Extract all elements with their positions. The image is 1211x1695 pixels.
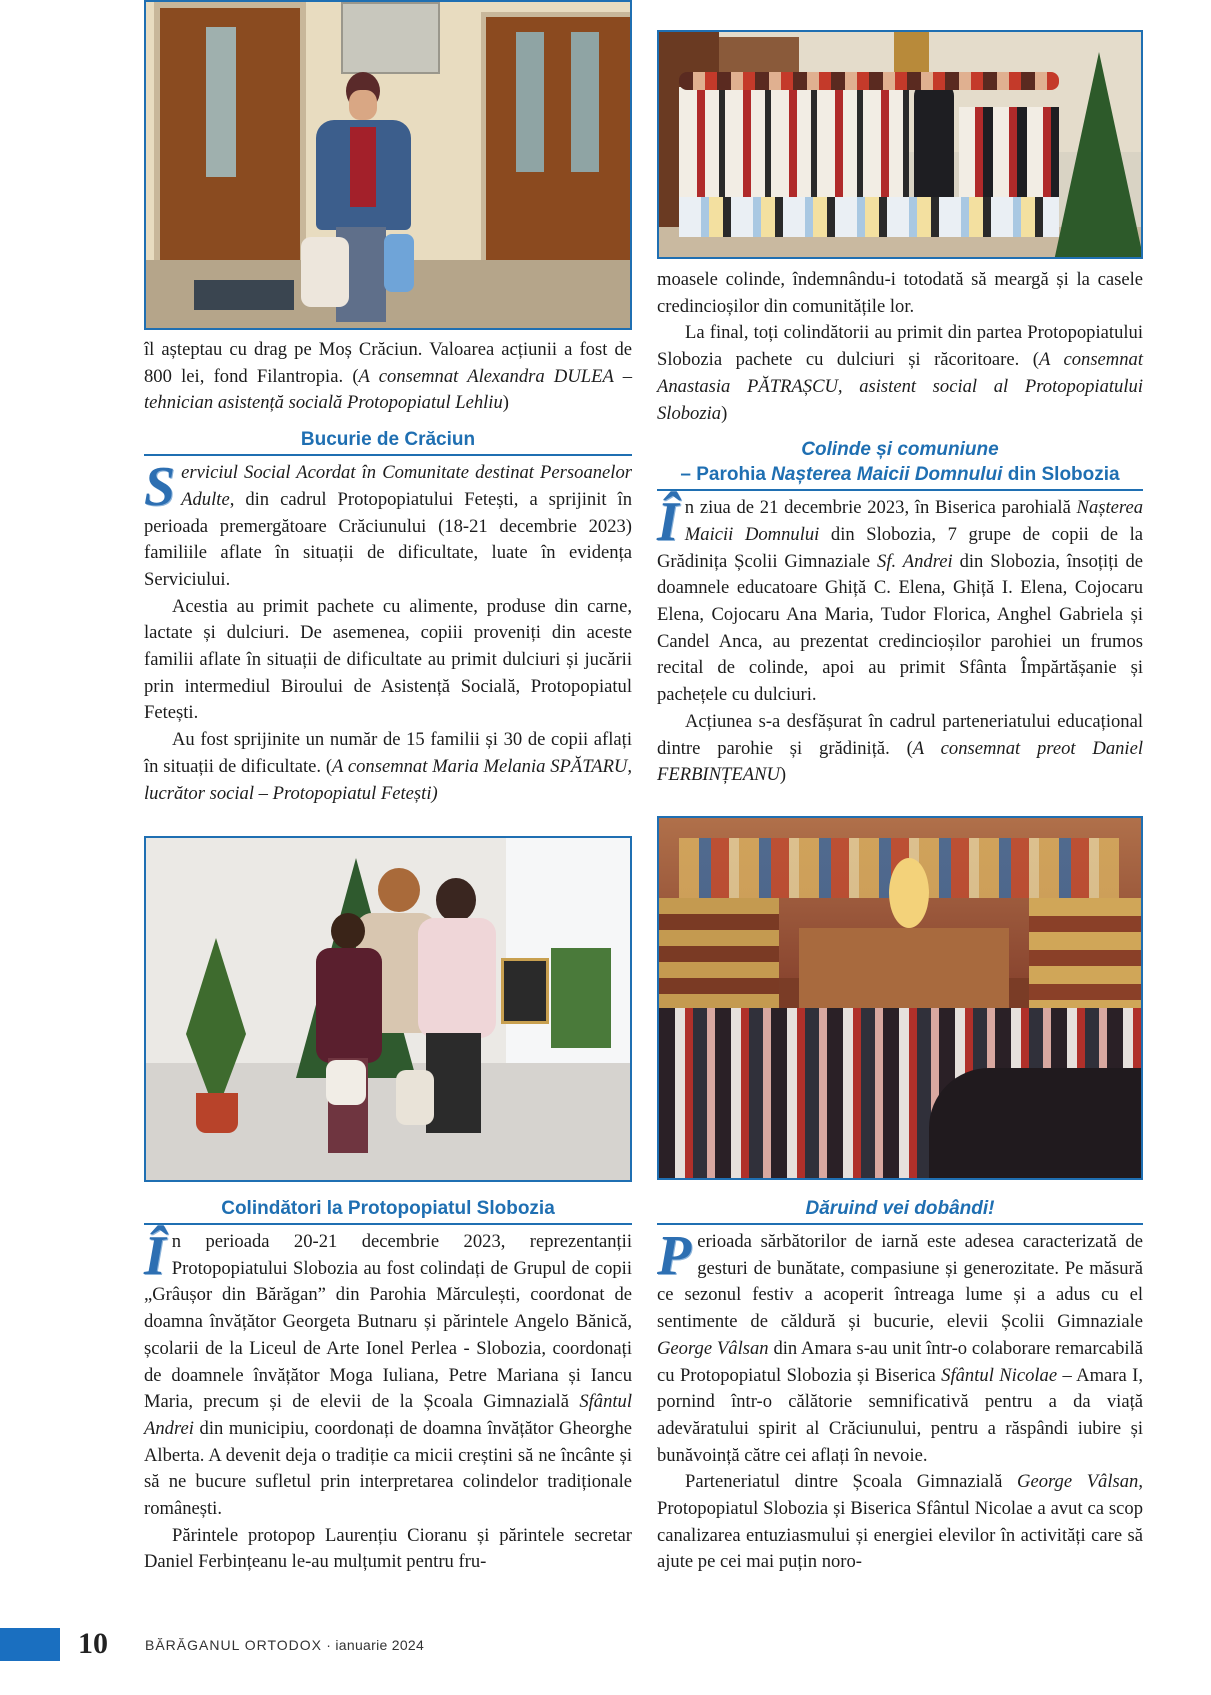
article-heading-bucurie: Bucurie de Crăciun: [300, 429, 476, 451]
right-column-top: [657, 267, 1143, 789]
photo-family-christmas-tree: [144, 836, 632, 1182]
heading-rule: [657, 1223, 1143, 1225]
article1-paragraph-2: Acestia au primit pachete cu alimente, produse din carne, lactate și dulciuri. De asemenea, copiii proveniți din aceste familii aflate în situații de dificultate au primit dulciuri și jucării prin intermediul Biroului de Asistență Socială, Protopopiatul Fetești.: [144, 595, 632, 724]
dropcap-i: Î: [144, 1225, 166, 1287]
dropcap-i: Î: [657, 491, 679, 554]
heading-rule: [144, 454, 632, 456]
article1-paragraph-3: Au fost sprijinite un număr de 15 familii și 30 de copii aflați în situații de dificultate. (A consemnat Maria Melania SPĂTARU, lucrător social – Protopopiatul Fetești): [144, 729, 632, 804]
article2-paragraph-1: În perioada 20-21 decembrie 2023, reprezentanții Protopopiatului Slobozia au fost colindați de Grupul de copii „Grâușor din Bărăgan” din Parohia Mărculești, coordonat de doamna învățător Georgeta Butnaru și părintele Angelo Bănică, școlarii de la Liceul de Arte Ionel Perlea - Slobozia, coordonați de doamnele învățător Moga Iuliana, Petre Mariana și Iancu Maria, precum și de elevii de la Școala Gimnazială Sfântul Andrei din municipiu, coordonați de doamna învățător Gheorghe Alberta. A devenit deja o tradiție ca micii creștini să ne încânte și să ne bucure sufletul prin interpretarea colindelor tradiționale românești.: [144, 1225, 632, 1520]
left-column-bottom: [144, 1196, 632, 1576]
article2-paragraph-2: Părintele protopop Laurențiu Cioranu și părintele secretar Daniel Ferbințeanu le-au mulțumit pentru fru-: [144, 1524, 632, 1573]
article3-paragraph-1: În ziua de 21 decembrie 2023, în Biserica parohială Nașterea Maicii Domnului din Slobozia, 7 grupe de copii de la Grădinița Școlii Gimnaziale Sf. Andrei din Slobozia, însoțiți de doamnele educatoare Ghiță C. Elena, Ghiță I. Elena, Cojocaru Elena, Cojocaru Ana Maria, Tudor Florica, Anghel Gabriela și Candel Anca, au prezentat credincioșilor parohiei un frumos recital de colinde, apoi au primit Sfânta Împărtășanie și pachețele cu dulciuri.: [657, 491, 1144, 706]
page-number: 10: [78, 1627, 108, 1660]
footer-accent-bar: [0, 1628, 60, 1661]
article3-paragraph-2: Acțiunea s-a desfășurat în cadrul parteneriatului educațional dintre parohie și grădiniță. (A consemnat preot Daniel FERBINȚEANU): [657, 710, 1144, 786]
right-column-bottom: [657, 1196, 1143, 1576]
dropcap-p: P: [657, 1225, 692, 1287]
photo-carolers-group: [657, 30, 1143, 259]
article4-paragraph-1: Perioada sărbătorilor de iarnă este adesea caracterizată de gesturi de bunătate, compasiune și generozitate. Pe măsură ce sezonul festiv a acoperit întreaga lume și a adus cu el sentimente de căldură și bucurie, elevii Școlii Gimnaziale George Vâlsan din Amara s-au unit într-o colaborare remarcabilă cu Protopopiatul Slobozia și Biserica Sfântul Nicolae – Amara I, pornind într-o călătorie semnificativă pentru a da viață adevăratului spirit al Crăciunului, pentru a răspândi iubire și bunăvoință către cei aflați în nevoie.: [657, 1225, 1143, 1466]
article-heading-daruind: Dăruind vei dobândi!: [805, 1198, 995, 1219]
article-heading-colindatori: Colindători la Protopopiatul Slobozia: [221, 1198, 555, 1219]
dropcap-s: S: [144, 456, 176, 519]
photo-church-interior: [657, 816, 1143, 1180]
intro-paragraph: îl așteptau cu drag pe Moș Crăciun. Valoarea acțiunii a fost de 800 lei, fond Filantropia. (A consemnat Alexandra DULEA – tehnician asistență socială Protopopiatul Lehliu): [144, 339, 632, 414]
continued-paragraph-2: La final, toți colindătorii au primit din partea Protopopiatului Slobozia pachete cu dulciuri și răcoritoare. (A consemnat Anastasia PĂTRAȘCU, asistent social al Protopopiatului Slobozia): [657, 322, 1143, 424]
left-column-top: [144, 337, 632, 807]
heading-rule: [144, 1223, 632, 1225]
footer-publication: BĂRĂGANUL ORTODOX · ianuarie 2024: [145, 1637, 425, 1653]
photo-woman-with-bags: [144, 0, 632, 330]
article1-paragraph-1: Serviciul Social Acordat în Comunitate destinat Persoanelor Adulte, din cadrul Protopopiatului Fetești, a sprijinit în perioada premergătoare Crăciunului (18-21 decembrie 2023) familiile aflate în situații de dificultate, luate în evidența Serviciului.: [144, 456, 632, 590]
continued-paragraph: moasele colinde, îndemnându-i totodată să meargă și la casele credincioșilor din comunitățile lor.: [657, 269, 1143, 317]
article-heading-colinde: Colinde și comuniune: [801, 439, 999, 461]
article-heading-colinde-line2: – Parohia Nașterea Maicii Domnului din Slobozia: [680, 464, 1120, 486]
heading-rule: [657, 489, 1143, 491]
article4-paragraph-2: Parteneriatul dintre Școala Gimnazială George Vâlsan, Protopopiatul Slobozia și Biserica Sfântul Nicolae a avut ca scop canalizarea entuziasmului și energiei elevilor în activități care să ajute pe cei mai puțin noro-: [657, 1471, 1144, 1573]
